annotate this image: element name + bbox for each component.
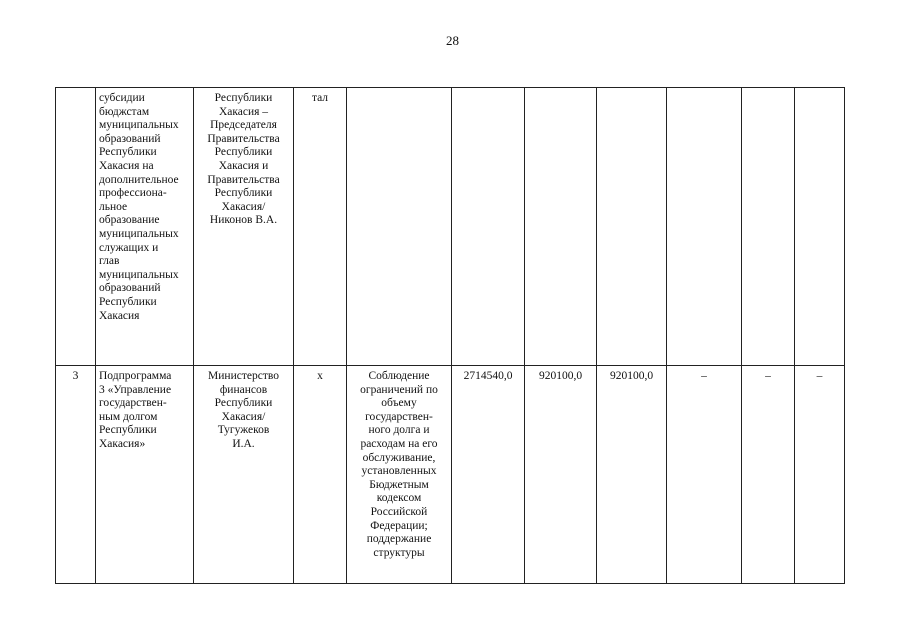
value-cell-3: 920100,0 bbox=[597, 366, 667, 584]
table-row bbox=[56, 88, 845, 366]
executor-cell: Министерство финансов Республики Хакасия/ Тугужеков И.А. bbox=[194, 366, 294, 584]
row-number-cell bbox=[56, 88, 96, 366]
term-cell: тал bbox=[294, 88, 347, 366]
value-cell-5 bbox=[742, 88, 795, 366]
value-cell-5: – bbox=[742, 366, 795, 584]
budget-table bbox=[55, 87, 845, 584]
row-number-cell: 3 bbox=[56, 366, 96, 584]
value-cell-6: – bbox=[795, 366, 845, 584]
result-cell bbox=[347, 88, 452, 366]
executor-cell: Республики Хакасия – Председателя Правительства Республики Хакасия и Правительства Республики Хакасия/ Никонов В.А. bbox=[194, 88, 294, 366]
value-cell-1: 2714540,0 bbox=[452, 366, 525, 584]
activity-name-cell: Подпрограмма 3 «Управление государствен- ным долгом Республики Хакасия» bbox=[96, 366, 194, 584]
result-cell: Соблюдение ограничений по объему государствен- ного долга и расходам на его обслуживание, установленных Бюджетным кодексом Российской Федерации; поддержание структуры bbox=[347, 366, 452, 584]
value-cell-4 bbox=[667, 88, 742, 366]
value-cell-6 bbox=[795, 88, 845, 366]
table-row bbox=[56, 366, 845, 584]
value-cell-1 bbox=[452, 88, 525, 366]
value-cell-2 bbox=[525, 88, 597, 366]
activity-name-cell: субсидии бюджстам муниципальных образований Республики Хакасия на дополнительное профессиона- льное образование муниципальных служащих и глав муниципальных образований Республики Хакасия bbox=[96, 88, 194, 366]
value-cell-2: 920100,0 bbox=[525, 366, 597, 584]
term-cell: х bbox=[294, 366, 347, 584]
page-number: 28 bbox=[446, 33, 459, 48]
value-cell-4: – bbox=[667, 366, 742, 584]
value-cell-3 bbox=[597, 88, 667, 366]
